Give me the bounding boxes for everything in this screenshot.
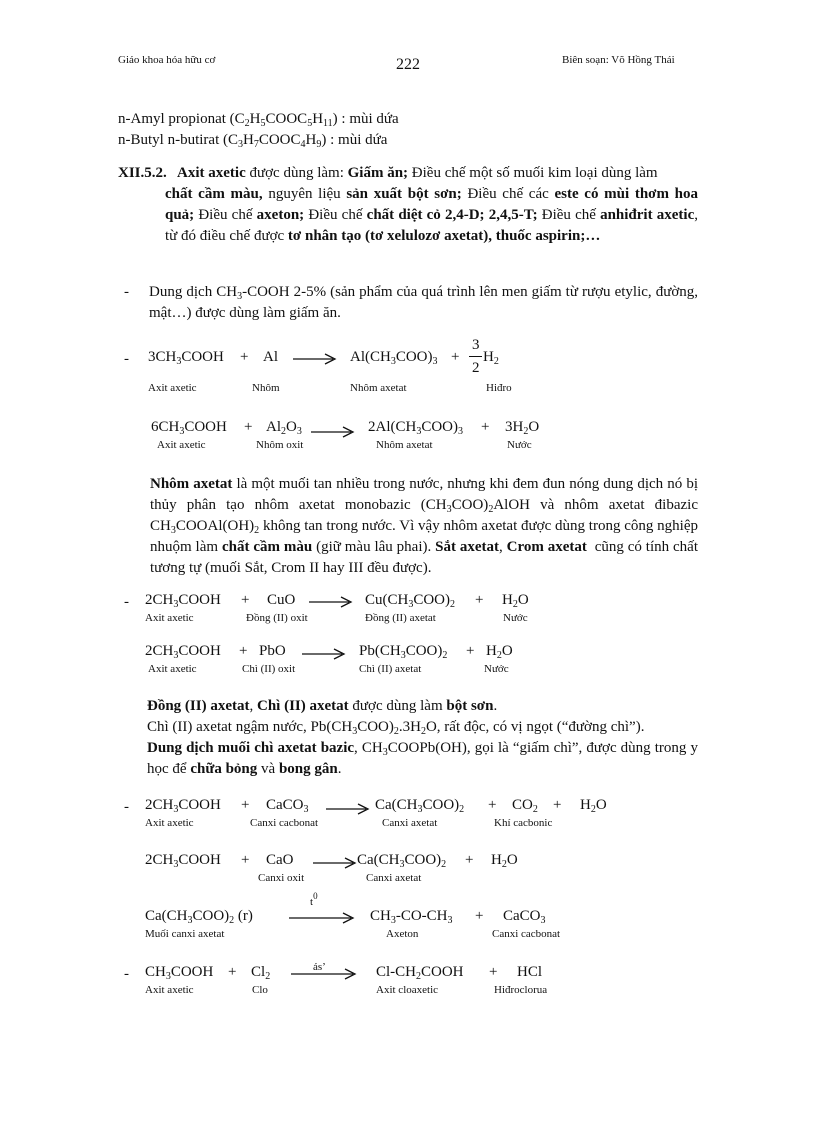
header-right: Biên soạn: Võ Hồng Thái [562,54,675,66]
eq-cao-rhs1: $Ca(CH_3COO)_2$ [357,852,447,870]
reaction-arrow [289,911,357,925]
eq-pyro-lhs1: $Ca(CH_3COO)_2$ (r) [145,908,253,926]
eq-al-frac-den: 2 [472,360,480,376]
eq-caco3-label-3: Canxi axetat [382,817,438,829]
eq-al-label-2: Nhôm [252,382,280,394]
eq-al2o3-lhs2: $Al_2O_3$ [266,419,302,437]
eq-caco3-label-2: Canxi cacbonat [250,817,319,829]
eq-pbo-rhs1: $Pb(CH_3COO)_2$ [359,643,448,661]
section-text: Axit axetic được dùng làm: Giấm ăn; Điều chế một số muối kim loại dùng làm [177,165,658,181]
section-number: XII.5.2. [118,165,167,181]
bullet-dash: - [124,351,129,367]
eq-al2o3-label-4: Nước [507,439,532,451]
reaction-arrow [311,425,357,439]
eq-cao-lhs1: $2CH_3COOH$ [145,852,221,870]
eq-cuo-lhs1: $2CH_3COOH$ [145,592,221,610]
eq-caco3-rhs1: $Ca(CH_3COO)_2$ [375,797,465,815]
eq-pbo-label-3: Chì (II) axetat [359,663,422,675]
eq-pbo-label-1: Axit axetic [148,663,197,675]
eq-cuo-plus2: + [475,592,484,608]
reaction-arrow [326,802,372,816]
eq-caco3-lhs1: $2CH_3COOH$ [145,797,221,815]
eq-cao-label-2: Canxi axetat [366,872,422,884]
eq-pyro-condition: $t^0$ [310,891,318,908]
eq-cuo-label-4: Nước [503,612,528,624]
eq-pyro-label-2: Axeton [386,928,419,940]
eq-pyro-rhs2: CaCO$_3$ [503,908,546,926]
eq-al-label-1: Axit axetic [148,382,197,394]
intro-line-1: n-Amyl propionat $(C_2H_5COOC_5H_{11})$ : mùi dứa [118,111,399,129]
header-left: Giáo khoa hóa hữu cơ [118,54,216,66]
eq-cuo-plus1: + [241,592,250,608]
eq-cl2-lhs1: $CH_3COOH$ [145,964,214,982]
eq-pbo-label-2: Chì (II) oxit [242,663,296,675]
eq-cao-rhs2: $H_2O$ [491,852,518,870]
eq-al-lhs2: Al [263,349,278,365]
intro-line-2: n-Butyl n-butirat $(C_3H_7COOC_4H_9)$ : mùi dứa [118,132,388,150]
eq-pyro-label-3: Canxi cacbonat [492,928,561,940]
eq-cl2-rhs2: HCl [517,964,543,980]
eq-pbo-lhs2: PbO [259,643,286,659]
eq-pbo-rhs2: $H_2O$ [486,643,513,661]
eq-al-lhs1: $3CH_3COOH$ [148,349,224,367]
eq-al-frac-num: 3 [472,337,480,353]
eq-cuo-label-1: Axit axetic [145,612,194,624]
reaction-arrow [302,647,348,661]
eq-al2o3-label-2: Nhôm oxit [256,439,304,451]
eq-al2o3-plus1: + [244,419,253,435]
vinegar-text: Dung dịch $CH_3$-COOH 2-5% (sản phẩm của quá trình lên men giấm từ rượu etylic, đường, mật…) được dùng làm giấm ăn. [149,284,699,321]
eq-al-plus1: + [240,349,249,365]
para-cu-pb-2: Chì (II) axetat ngậm nước, $Pb(CH_3COO)_2.3H_2O$, rất độc, có vị ngọt (“đường chì”). [147,719,645,737]
bullet-dash: - [124,594,129,610]
eq-cl2-label-1: Axit axetic [145,984,194,996]
bullet-dash: - [124,966,129,982]
eq-caco3-plus3: + [553,797,562,813]
bullet-dash: - [124,284,129,300]
eq-cl2-label-4: Hiđroclorua [494,984,548,996]
eq-caco3-plus2: + [488,797,497,813]
para-al-acetate: Nhôm axetat là một muối tan nhiều trong nước, nhưng khi đem đun nóng dung dịch nó bị thủy phân tạo nhôm axetat monobazic $(CH_3COO)_2AlOH$ và nhôm axetat đibazic $CH_3COOAl(OH)_2$ không tan trong nước. Vì vậy nhôm axetat được dùng trong công nghiệp nhuộm làm chất cầm màu (giữ màu lâu phai). Sắt axetat, Crom axetat cũng có tính chất tương tự (muối Sắt, Crom II hay III đều được). [150,476,698,576]
eq-al-rhs1: $Al(CH_3COO)_3$ [350,349,438,367]
eq-cl2-plus1: + [228,964,237,980]
eq-cao-label-1: Canxi oxit [258,872,305,884]
eq-al-plus2: + [451,349,460,365]
eq-al2o3-label-3: Nhôm axetat [376,439,433,451]
eq-caco3-label-4: Khí cacbonic [494,817,553,829]
eq-cl2-condition: ás’ [313,961,326,973]
eq-al2o3-plus2: + [481,419,490,435]
eq-pyro-plus1: + [475,908,484,924]
eq-cao-plus1: + [241,852,250,868]
para-cu-pb-3: Dung dịch muối chì axetat bazic, $CH_3COOPb(OH)$, gọi là “giấm chì”, được dùng trong y học để chữa bỏng và bong gân. [147,740,698,777]
eq-cl2-label-2: Clo [252,984,268,996]
eq-cuo-label-3: Đồng (II) axetat [365,612,436,624]
eq-al-rhs2: $H_2$ [483,349,499,367]
eq-pbo-label-4: Nước [484,663,509,675]
para-cu-pb-1: Đồng (II) axetat, Chì (II) axetat được dùng làm bột sơn. [147,698,498,714]
eq-caco3-plus1: + [241,797,250,813]
eq-al-label-4: Hiđro [486,382,512,394]
fraction-bar [469,356,482,357]
eq-pbo-lhs1: $2CH_3COOH$ [145,643,221,661]
eq-cl2-lhs2: $Cl_2$ [251,964,271,982]
eq-cuo-label-2: Đồng (II) oxit [246,612,308,624]
eq-cao-plus2: + [465,852,474,868]
eq-cl2-plus2: + [489,964,498,980]
eq-caco3-rhs2: $CO_2$ [512,797,538,815]
reaction-arrow [293,352,339,366]
eq-pbo-plus1: + [239,643,248,659]
eq-cao-lhs2: CaO [266,852,294,868]
eq-al2o3-rhs1: $2Al(CH_3COO)_3$ [368,419,464,437]
eq-caco3-label-1: Axit axetic [145,817,194,829]
eq-cuo-lhs2: CuO [267,592,296,608]
eq-al2o3-lhs1: $6CH_3COOH$ [151,419,227,437]
eq-al-label-3: Nhôm axetat [350,382,407,394]
eq-pyro-rhs1: $CH_3-CO-CH_3$ [370,908,453,926]
reaction-arrow [309,595,355,609]
eq-caco3-lhs2: CaCO$_3$ [266,797,309,815]
eq-cuo-rhs1: $Cu(CH_3COO)_2$ [365,592,456,610]
eq-al2o3-label-1: Axit axetic [157,439,206,451]
eq-cuo-rhs2: $H_2O$ [502,592,529,610]
eq-cl2-rhs1: $Cl-CH_2COOH$ [376,964,464,982]
eq-caco3-rhs3: $H_2O$ [580,797,607,815]
reaction-arrow [291,967,359,981]
eq-pbo-plus2: + [466,643,475,659]
bullet-dash: - [124,799,129,815]
section-text-cont: chất cầm màu, nguyên liệu sản xuất bột sơn; Điều chế các este có mùi thơm hoa quả; Điều chế axeton; Điều chế chất diệt cỏ 2,4-D; 2,4,5-T; Điều chế anhiđrit axetic, từ đó điều chế được tơ nhân tạo (tơ xelulozơ axetat), thuốc aspirin;… [165,186,698,244]
reaction-arrow [313,856,359,870]
page-number: 222 [396,56,420,73]
eq-cl2-label-3: Axit cloaxetic [376,984,439,996]
eq-al2o3-rhs2: $3H_2O$ [505,419,540,437]
eq-pyro-label-1: Muối canxi axetat [145,928,225,940]
